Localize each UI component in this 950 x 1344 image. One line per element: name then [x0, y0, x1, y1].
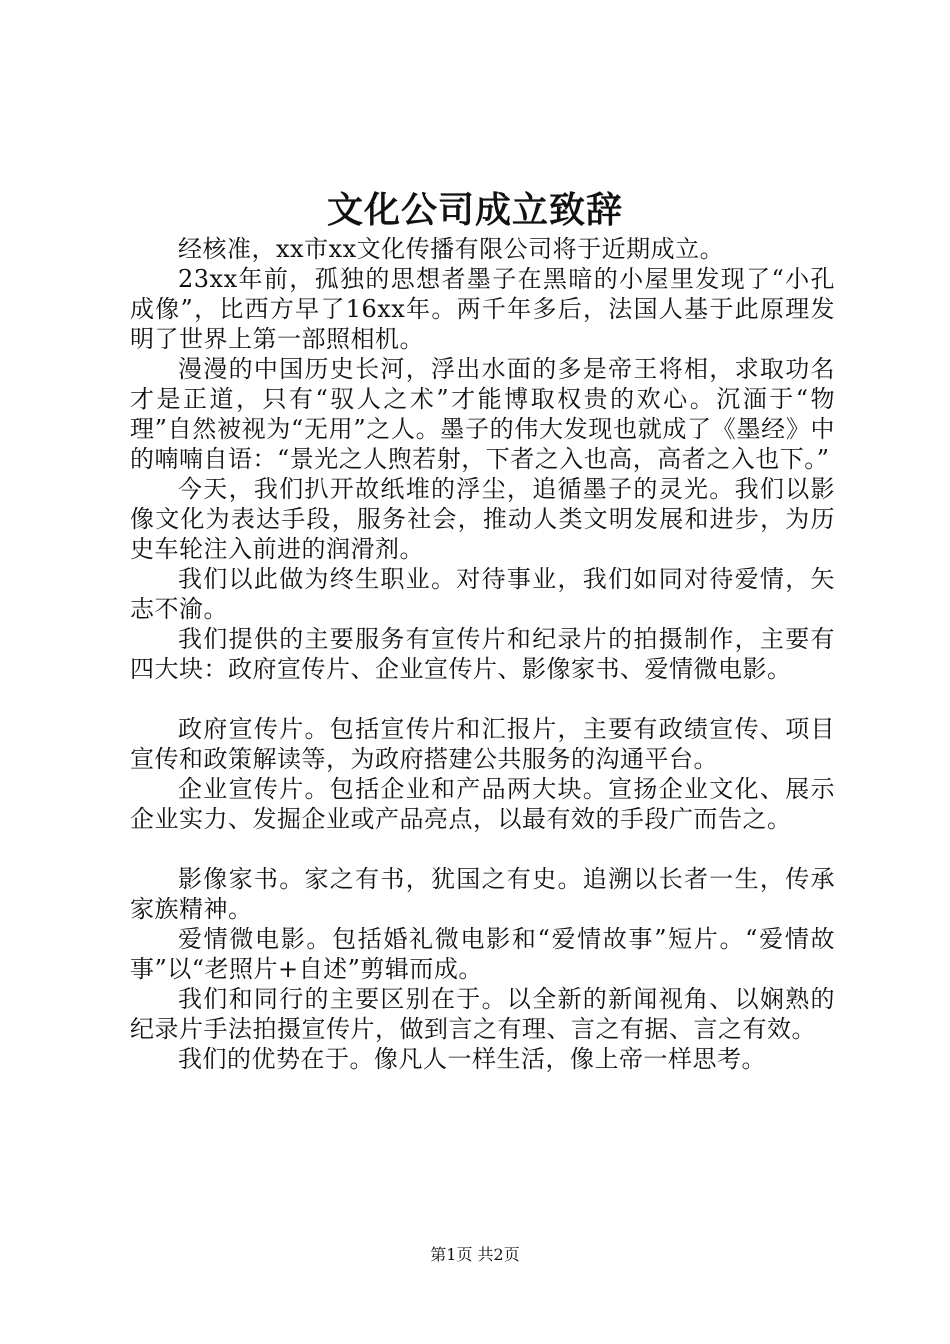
- paragraph-differentiation: 我们和同行的主要区别在于。以全新的新闻视角、以娴熟的纪录片手法拍摄宣传片，做到言之有理、言之有据、言之有效。: [130, 985, 835, 1043]
- page-indicator: 第1页 共2页: [430, 1245, 520, 1264]
- paragraph-enterprise-films: 企业宣传片。包括企业和产品两大块。宣扬企业文化、展示企业实力、发掘企业或产品亮点，以最有效的手段广而告之。: [130, 775, 835, 833]
- paragraph-family-letters: 影像家书。家之有书，犹国之有史。追溯以长者一生，传承家族精神。: [130, 865, 835, 923]
- paragraph-love-films: 爱情微电影。包括婚礼微电影和“爱情故事”短片。“爱情故事”以“老照片+自述”剪辑而成。: [130, 925, 835, 983]
- paragraph-pinhole-history: 23xx年前，孤独的思想者墨子在黑暗的小屋里发现了“小孔成像”，比西方早了16xx年。两千年多后，法国人基于此原理发明了世界上第一部照相机。: [130, 265, 835, 353]
- page-title: 文化公司成立致辞: [326, 189, 623, 231]
- document-body: [130, 234, 835, 1074]
- paragraph-approval: 经核准，xx市xx文化传播有限公司将于近期成立。: [178, 235, 725, 263]
- paragraph-chinese-history: 漫漫的中国历史长河，浮出水面的多是帝王将相，求取功名才是正道，只有“驭人之术”才能博取权贵的欢心。沉湎于“物理”自然被视为“无用”之人。墨子的伟大发现也就成了《墨经》中的喃喃自语：“景光之人煦若射，下者之入也高，高者之入也下。”: [130, 355, 835, 473]
- paragraph-advantage: 我们的优势在于。像凡人一样生活，像上帝一样思考。: [178, 1045, 766, 1073]
- paragraph-commitment: 我们以此做为终生职业。对待事业，我们如同对待爱情，矢志不渝。: [130, 565, 835, 623]
- paragraph-government-films: 政府宣传片。包括宣传片和汇报片，主要有政绩宣传、项目宣传和政策解读等，为政府搭建公共服务的沟通平台。: [130, 715, 835, 773]
- paragraph-mission: 今天，我们扒开故纸堆的浮尘，追循墨子的灵光。我们以影像文化为表达手段，服务社会，推动人类文明发展和进步，为历史车轮注入前进的润滑剂。: [130, 475, 835, 563]
- paragraph-services-overview: 我们提供的主要服务有宣传片和纪录片的拍摄制作，主要有四大块：政府宣传片、企业宣传片、影像家书、爱情微电影。: [130, 625, 835, 683]
